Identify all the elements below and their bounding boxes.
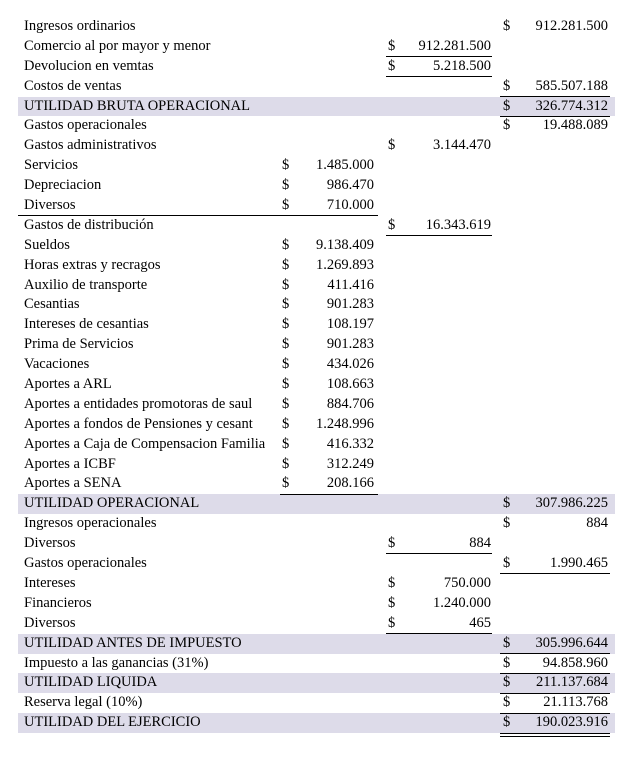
currency-symbol: $ (503, 694, 511, 711)
row-label: Intereses (24, 574, 76, 591)
amount-col-3: 190.023.916 (535, 714, 608, 731)
amount-col-2: 1.240.000 (433, 594, 491, 611)
subtotal-row (0, 97, 642, 117)
statement-row (0, 415, 642, 435)
amount-col-1: 434.026 (326, 356, 374, 373)
currency-symbol: $ (503, 77, 511, 94)
amount-col-2: 465 (469, 614, 491, 631)
row-label: UTILIDAD OPERACIONAL (24, 495, 200, 512)
currency-symbol: $ (282, 236, 290, 253)
amount-col-3: 305.996.644 (535, 634, 608, 651)
currency-symbol: $ (503, 714, 511, 731)
subtotal-row (0, 494, 642, 514)
underline-rule (386, 56, 492, 57)
amount-col-3: 307.986.225 (535, 495, 608, 512)
amount-col-2: 884 (469, 535, 491, 552)
amount-col-1: 108.663 (326, 376, 374, 393)
row-label: Devolucion en vemtas (24, 57, 154, 74)
row-label: Intereses de cesantias (24, 316, 149, 333)
amount-col-3: 19.488.089 (542, 117, 608, 134)
row-label: Reserva legal (10%) (24, 694, 143, 711)
row-label: UTILIDAD LIQUIDA (24, 674, 158, 691)
amount-col-2: 16.343.619 (425, 216, 491, 233)
amount-col-1: 1.485.000 (316, 157, 374, 174)
double-underline-rule (500, 736, 610, 737)
row-label: Ingresos ordinarios (24, 18, 136, 34)
row-label: Aportes a ICBF (24, 455, 116, 472)
amount-col-1: 416.332 (326, 435, 374, 452)
row-label: Horas extras y recragos (24, 256, 161, 273)
currency-symbol: $ (282, 376, 290, 393)
row-label: Gastos operacionales (24, 117, 147, 134)
amount-col-1: 312.249 (326, 455, 374, 472)
underline-rule (500, 653, 610, 654)
statement-row (0, 654, 642, 674)
statement-row (0, 295, 642, 315)
row-label: Diversos (24, 197, 76, 214)
statement-row (0, 276, 642, 296)
amount-col-3: 94.858.960 (542, 654, 608, 671)
subtotal-row (0, 713, 642, 733)
double-underline-rule (500, 733, 610, 734)
currency-symbol: $ (282, 276, 290, 293)
currency-symbol: $ (282, 475, 290, 492)
statement-row (0, 514, 642, 534)
amount-col-1: 108.197 (326, 316, 374, 333)
row-label: Comercio al por mayor y menor (24, 37, 211, 54)
amount-col-1: 1.269.893 (316, 256, 374, 273)
amount-col-1: 884.706 (326, 395, 374, 412)
statement-row (0, 176, 642, 196)
statement-row (0, 315, 642, 335)
row-label: Aportes a Caja de Compensacion Familia (24, 435, 266, 452)
underline-rule (500, 713, 610, 714)
currency-symbol: $ (388, 614, 396, 631)
statement-row (0, 554, 642, 574)
currency-symbol: $ (503, 634, 511, 651)
row-label: Depreciacion (24, 177, 102, 194)
row-label: Cesantias (24, 296, 80, 313)
amount-col-1: 901.283 (326, 296, 374, 313)
row-label: Diversos (24, 614, 76, 631)
row-label: Servicios (24, 157, 78, 174)
currency-symbol: $ (282, 316, 290, 333)
amount-col-1: 901.283 (326, 336, 374, 353)
currency-symbol: $ (388, 574, 396, 591)
currency-symbol: $ (282, 157, 290, 174)
currency-symbol: $ (282, 336, 290, 353)
row-label: Aportes a fondos de Pensiones y cesant (24, 415, 253, 432)
currency-symbol: $ (388, 216, 396, 233)
currency-symbol: $ (282, 435, 290, 452)
row-label: Aportes a entidades promotoras de saul (24, 395, 253, 412)
statement-row (0, 17, 642, 37)
amount-col-2: 5.218.500 (433, 57, 491, 74)
statement-row (0, 37, 642, 57)
underline-rule (500, 96, 610, 97)
row-label: Impuesto a las ganancias (31%) (24, 654, 209, 671)
statement-row (0, 574, 642, 594)
currency-symbol: $ (282, 415, 290, 432)
currency-symbol: $ (388, 37, 396, 54)
amount-col-3: 326.774.312 (535, 97, 608, 114)
row-label: Gastos de distribución (24, 216, 154, 233)
currency-symbol: $ (282, 197, 290, 214)
row-label: Diversos (24, 535, 76, 552)
row-label: Aportes a SENA (24, 475, 122, 492)
amount-col-3: 585.507.188 (535, 77, 608, 94)
row-label: Gastos administrativos (24, 137, 157, 154)
currency-symbol: $ (388, 137, 396, 154)
amount-col-1: 411.416 (327, 276, 374, 293)
currency-symbol: $ (503, 117, 511, 134)
row-label: UTILIDAD ANTES DE IMPUESTO (24, 634, 242, 651)
underline-rule (500, 116, 610, 117)
row-label: Costos de ventas (24, 77, 122, 94)
underline-rule (18, 215, 378, 216)
amount-col-3: 1.990.465 (550, 555, 608, 572)
amount-col-2: 750.000 (443, 574, 491, 591)
amount-col-1: 9.138.409 (316, 236, 374, 253)
currency-symbol: $ (282, 395, 290, 412)
row-label: Prima de Servicios (24, 336, 134, 353)
statement-row (0, 474, 642, 494)
underline-rule (500, 573, 610, 574)
amount-col-1: 710.000 (326, 197, 374, 214)
amount-col-1: 986.470 (326, 177, 374, 194)
statement-row (0, 236, 642, 256)
statement-row (0, 196, 642, 216)
underline-rule (386, 235, 492, 236)
amount-col-2: 912.281.500 (418, 37, 491, 54)
statement-row (0, 693, 642, 713)
statement-row (0, 57, 642, 77)
statement-row (0, 156, 642, 176)
currency-symbol: $ (282, 296, 290, 313)
currency-symbol: $ (503, 654, 511, 671)
currency-symbol: $ (503, 515, 511, 532)
underline-rule (386, 633, 492, 634)
subtotal-row (0, 673, 642, 693)
currency-symbol: $ (503, 495, 511, 512)
currency-symbol: $ (503, 555, 511, 572)
statement-row (0, 534, 642, 554)
statement-row (0, 116, 642, 136)
currency-symbol: $ (388, 535, 396, 552)
statement-row (0, 395, 642, 415)
amount-col-3: 884 (586, 515, 608, 532)
statement-row (0, 136, 642, 156)
amount-col-2: 3.144.470 (433, 137, 491, 154)
row-label: Sueldos (24, 236, 70, 253)
underline-rule (386, 553, 492, 554)
amount-col-3: 912.281.500 (535, 18, 608, 34)
currency-symbol: $ (388, 57, 396, 74)
underline-rule (500, 693, 610, 694)
amount-col-3: 211.137.684 (536, 674, 608, 691)
row-label: Financieros (24, 594, 92, 611)
statement-row (0, 614, 642, 634)
row-label: UTILIDAD BRUTA OPERACIONAL (24, 97, 250, 114)
currency-symbol: $ (282, 256, 290, 273)
income-statement-table (0, 17, 642, 733)
currency-symbol: $ (503, 97, 511, 114)
underline-rule (280, 494, 378, 495)
currency-symbol: $ (282, 455, 290, 472)
statement-row (0, 335, 642, 355)
underline-rule (386, 76, 492, 77)
row-label: Auxilio de transporte (24, 276, 148, 293)
statement-row (0, 355, 642, 375)
row-label: Ingresos operacionales (24, 515, 157, 532)
statement-row (0, 77, 642, 97)
currency-symbol: $ (503, 674, 511, 691)
row-label: Vacaciones (24, 356, 90, 373)
amount-col-1: 208.166 (326, 475, 374, 492)
statement-row (0, 375, 642, 395)
statement-row (0, 594, 642, 614)
row-label: UTILIDAD DEL EJERCICIO (24, 714, 201, 731)
currency-symbol: $ (282, 356, 290, 373)
underline-rule (500, 673, 610, 674)
amount-col-3: 21.113.768 (543, 694, 608, 711)
statement-row (0, 435, 642, 455)
subtotal-row (0, 634, 642, 654)
currency-symbol: $ (503, 18, 511, 34)
amount-col-1: 1.248.996 (316, 415, 374, 432)
statement-row (0, 216, 642, 236)
currency-symbol: $ (282, 177, 290, 194)
statement-row (0, 256, 642, 276)
statement-row (0, 455, 642, 475)
row-label: Gastos operacionales (24, 555, 147, 572)
currency-symbol: $ (388, 594, 396, 611)
row-label: Aportes a ARL (24, 376, 112, 393)
